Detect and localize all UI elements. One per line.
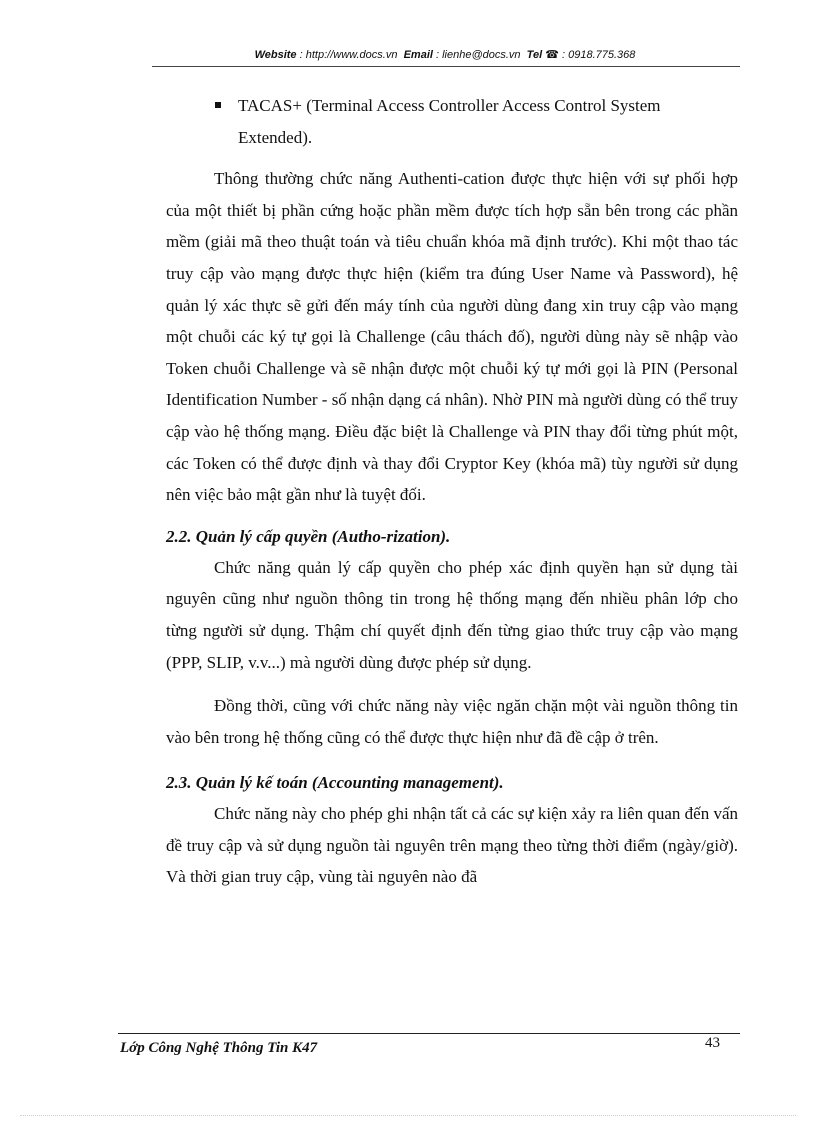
square-bullet-icon bbox=[215, 102, 221, 108]
header-divider bbox=[152, 66, 740, 67]
section-heading-authorization: 2.2. Quản lý cấp quyền (Autho-rization). bbox=[166, 526, 451, 546]
page-bottom-border bbox=[20, 1115, 796, 1116]
bullet-text: TACAS+ (Terminal Access Controller Access Control System Extended). bbox=[238, 96, 661, 147]
tel-label: Tel bbox=[526, 49, 543, 61]
email-label: Email bbox=[403, 49, 433, 61]
document-body bbox=[166, 90, 738, 893]
paragraph-blocking: Đồng thời, cũng với chức năng này việc ngăn chặn một vài nguồn thông tin vào bên trong hệ thống cũng có thể được thực hiện như đã đề cập ở trên. bbox=[166, 696, 738, 747]
paragraph-authorization: Chức năng quản lý cấp quyền cho phép xác định quyền hạn sử dụng tài nguyên cũng như nguồn thông tin trong hệ thống mạng đến nhiều phân lớp cho từng người sử dụng. Thậm chí quyết định đến từng giao thức truy cập vào mạng (PPP, SLIP, v.v...) mà người dùng được phép sử dụng. bbox=[166, 557, 738, 672]
tel-value: 0918.775.368 bbox=[568, 49, 636, 61]
website-label: Website bbox=[254, 49, 297, 61]
email-value: lienhe@docs.vn bbox=[442, 49, 521, 61]
paragraph-accounting: Chức năng này cho phép ghi nhận tất cả các sự kiện xảy ra liên quan đến vấn đề truy cập và sử dụng nguồn tài nguyên trên mạng theo từng thời điểm (ngày/giờ). Và thời gian truy cập, vùng tài nguyên nào đã bbox=[166, 804, 738, 887]
page-header: Website : http://www.docs.vn Email : lienhe@docs.vn Tel ☎ : 0918.775.368 bbox=[254, 49, 636, 61]
phone-icon: ☎ bbox=[545, 49, 559, 61]
section-heading-accounting: 2.3. Quản lý kế toán (Accounting management). bbox=[166, 773, 504, 793]
page-number: 43 bbox=[705, 1035, 720, 1051]
footer-class-name: Lớp Công Nghệ Thông Tin K47 bbox=[120, 1040, 318, 1056]
website-value: http://www.docs.vn bbox=[305, 49, 398, 61]
footer-divider bbox=[118, 1033, 740, 1034]
paragraph-authentication: Thông thường chức năng Authenti-cation được thực hiện với sự phối hợp của một thiết bị phần cứng hoặc phần mềm được tích hợp sẵn bên trong các phần mềm (giải mã theo thuật toán và tiêu chuẩn khóa mã định trước). Khi một thao tác truy cập vào mạng được thực hiện (kiểm tra đúng User Name và Password), hệ quản lý xác thực sẽ gửi đến máy tính của người dùng đang xin truy cập vào mạng một chuỗi các ký tự gọi là Challenge (câu thách đố), người dùng này sẽ nhập vào Token chuỗi Challenge và sẽ nhận được một chuỗi ký tự mới gọi là PIN (Personal Identification Number - số nhận dạng cá nhân). Nhờ PIN mà người dùng có thể truy cập vào hệ thống mạng. Điều đặc biệt là Challenge và PIN thay đổi từng phút một, các Token có thể được định và thay đổi Cryptor Key (khóa mã) tùy người sử dụng nên việc bảo mật gần như là tuyệt đối. bbox=[166, 169, 738, 505]
bullet-item bbox=[166, 90, 738, 153]
